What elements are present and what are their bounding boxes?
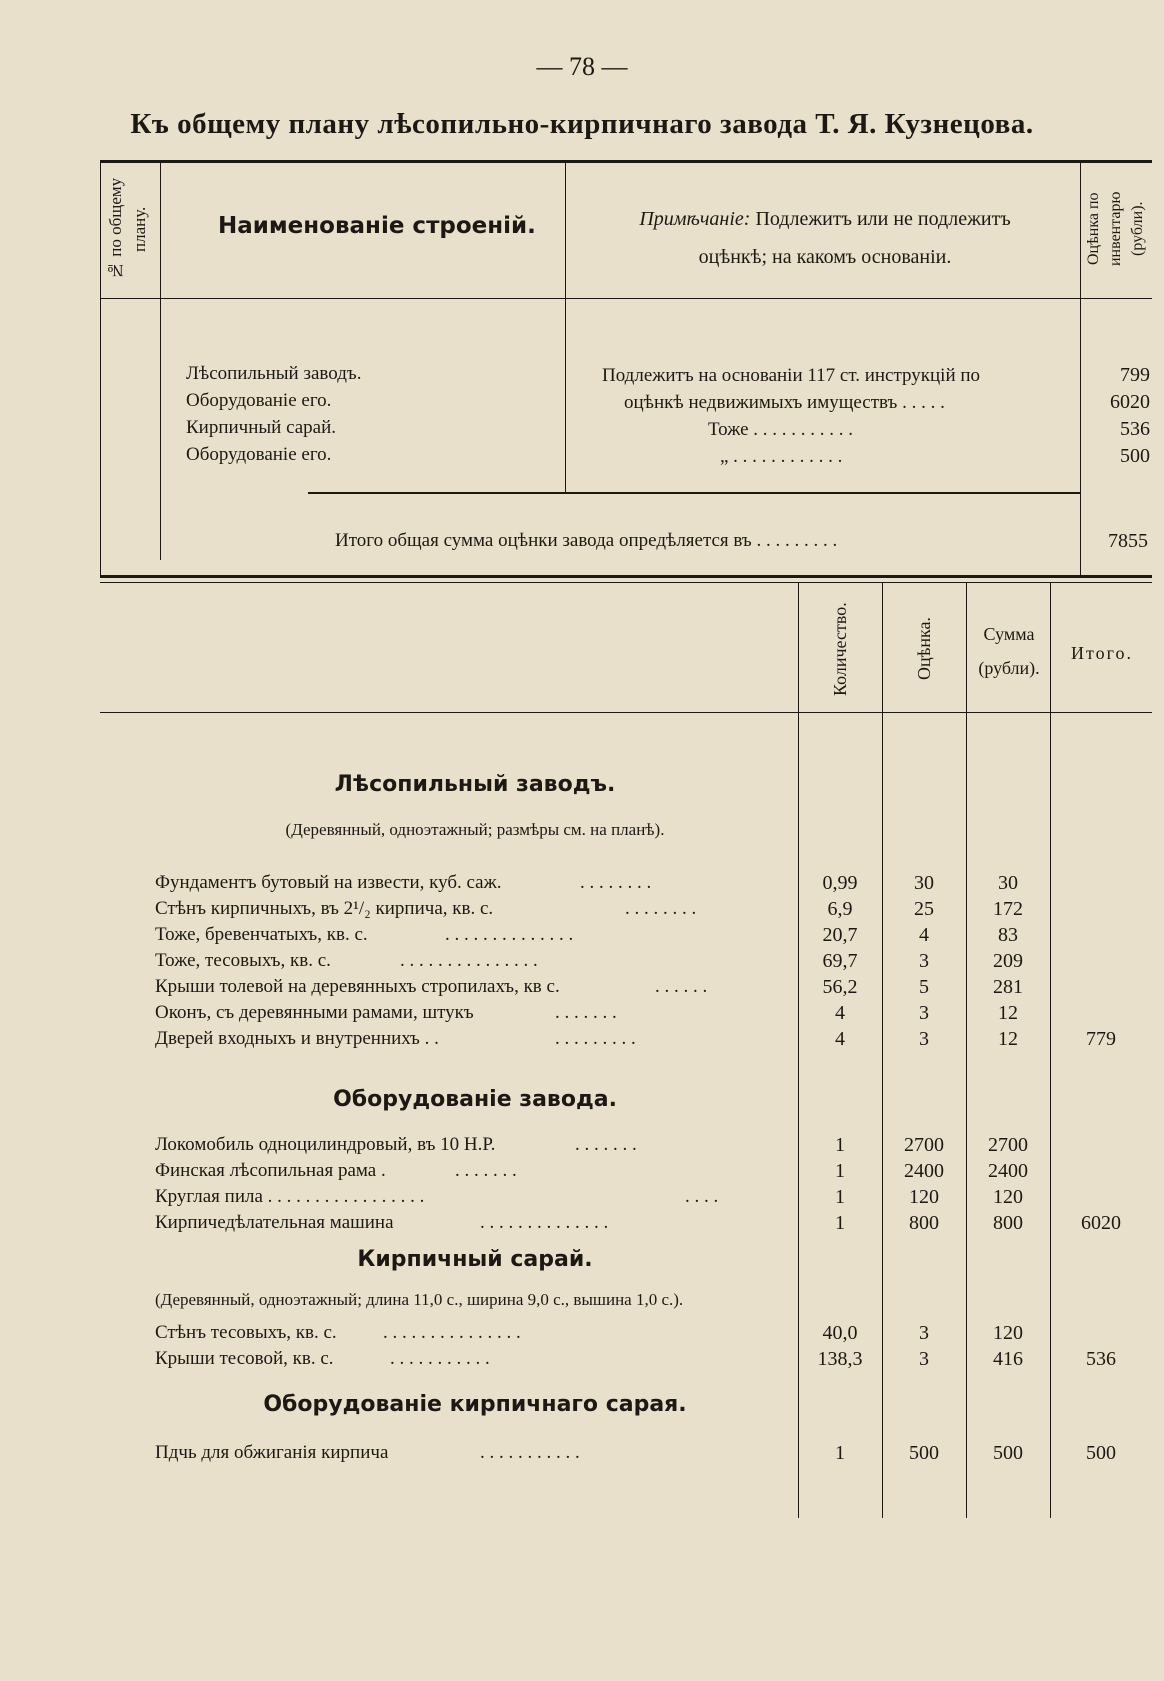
building-name: Оборудованіе его. [186,444,332,465]
table-row: Круглая пила . . . . . . . . . . . . . . . . . . . . . 1 120 120 [155,1186,1023,1208]
table-row: Стѣнъ кирпичныхъ, въ 2¹/₂ кирпича, кв. с. . . . . . . . . 6,9 25 172 [155,898,1023,920]
value-list [1082,362,1150,470]
value-cell: 500 [1120,445,1150,467]
value-cell: 536 [1120,418,1150,440]
table-row: Дверей входныхъ и внутреннихъ . . . . . . . . . . . 4 3 12 779 [155,1028,1116,1050]
table-row: Локомобиль одноцилиндровый, въ 10 Н.Р. . . . . . . . 1 2700 2700 [155,1134,1028,1156]
section-subheading: (Деревянный, одноэтажный; длина 11,0 с., ширина 9,0 с., вышина 1,0 с.). [155,1290,684,1309]
table-row: Оконъ, съ деревянными рамами, штукъ . . . . . . . 4 3 12 [155,1002,1018,1024]
table-row: Фундаментъ бутовый на извести, куб. саж. . . . . . . . . 0,99 30 30 [155,872,1018,894]
page-number: — 78 — [536,52,628,81]
table-row: Тоже, тесовыхъ, кв. с. . . . . . . . . . . . . . . . 69,7 3 209 [155,950,1023,972]
section-heading: Лѣсопильный заводъ. [334,772,616,797]
col-header-total: Итого. [1070,643,1134,663]
section-heading: Оборудованіе завода. [333,1087,617,1112]
value-cell: 6020 [1110,391,1150,413]
note-line: Тоже . . . . . . . . . . . [708,419,854,440]
building-list [186,360,361,468]
table-row: Финская лѣсопильная рама . . . . . . . . 1 2400 2400 [155,1160,1028,1182]
table-row: Стѣнъ тесовыхъ, кв. с. . . . . . . . . . . . . . . . 40,0 3 120 [155,1322,1023,1344]
note-line: „ . . . . . . . . . . . . [720,446,843,467]
col-header-value: Оцѣнка по инвентарю (рубли). [1085,191,1146,267]
table-row: Крыши тесовой, кв. с. . . . . . . . . . . . 138,3 3 416 536 [155,1348,1116,1370]
col-header-name: Наименованіе строеній. [218,213,536,239]
page-title: Къ общему плану лѣсопильно-кирпичнаго завода Т. Я. Кузнецова. [130,108,1034,140]
section-heading: Кирпичный сарай. [357,1247,593,1272]
total-label: Итого общая сумма оцѣнки завода опредѣляется въ . . . . . . . . . [335,530,838,551]
table-row: Пдчь для обжиганія кирпича . . . . . . . . . . . 1 500 500 500 [155,1442,1116,1464]
note-line: оцѣнкѣ недвижимыхъ имуществъ . . . . . [624,392,945,413]
col-header-price: Оцѣнка. [914,617,934,681]
table-row: Кирпичедѣлательная машина . . . . . . . . . . . . . . 1 800 800 6020 [155,1212,1121,1234]
total-value: 7855 [1108,530,1148,552]
building-name: Оборудованіе его. [186,390,332,411]
table-row: Крыши толевой на деревянныхъ стропилахъ, кв с. . . . . . . 56,2 5 281 [155,976,1023,998]
col-header-qty: Количество. [830,602,850,696]
col-header-sum: Сумма (рубли). [978,624,1040,678]
note-italic: Примѣчаніе: [639,208,751,230]
col-header-note: Примѣчаніе: Подлежитъ или не подлежитъ оцѣнкѣ; на какомъ основаніи. [639,208,1011,268]
note-list [602,362,980,470]
value-cell: 799 [1120,364,1150,386]
building-name: Лѣсопильный заводъ. [186,363,362,384]
col-header-number: № по общему плану. [106,177,149,281]
note-line: Подлежитъ на основаніи 117 ст. инструкцій по [602,365,981,386]
building-name: Кирпичный сарай. [186,417,337,438]
section-subheading: (Деревянный, одноэтажный; размѣры см. на планѣ). [285,820,665,839]
table-row: Тоже, бревенчатыхъ, кв. с. . . . . . . . . . . . . . . 20,7 4 83 [155,924,1018,946]
section-heading: Оборудованіе кирпичнаго сарая. [263,1392,687,1417]
